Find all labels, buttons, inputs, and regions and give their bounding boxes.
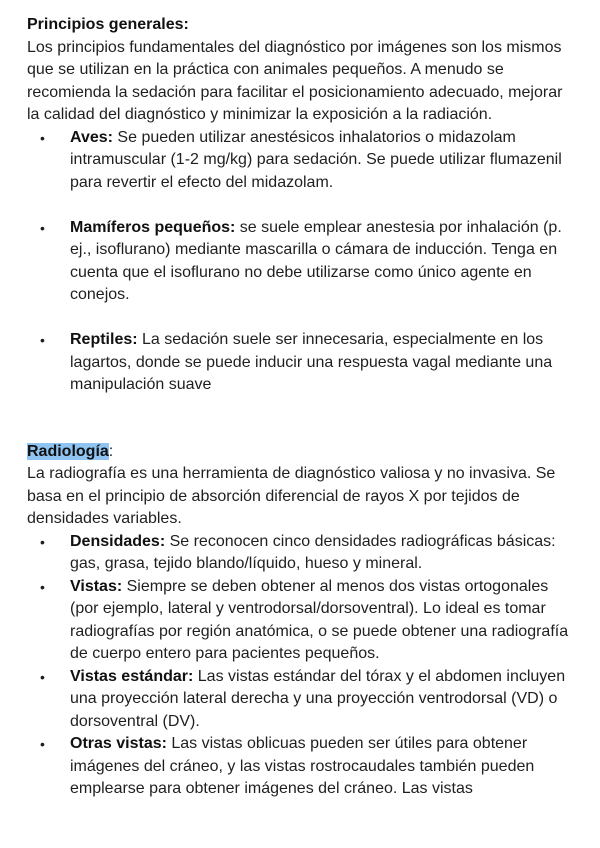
list-item-term: Aves:	[70, 128, 113, 146]
list-item-otras-vistas	[27, 733, 575, 801]
bullet-icon: •	[40, 332, 45, 348]
list-item-term: Vistas estándar:	[70, 667, 194, 685]
bullet-icon: •	[40, 129, 45, 146]
bullet-icon: •	[40, 736, 45, 752]
list-item-text: se suele emplear anestesia por inhalación (p. ej., isoflurano) mediante mascarilla o cámara de inducción. Tenga en cuenta que el isoflurano no debe utilizarse como único agente en conejos.	[70, 218, 562, 303]
bullet-icon: •	[40, 219, 45, 236]
list-item-text: Se reconocen cinco densidades radiográficas básicas: gas, grasa, tejido blando/líquido, hueso y mineral.	[70, 532, 556, 572]
section-intro-principios: Los principios fundamentales del diagnóstico por imágenes son los mismos que se utilizan en la práctica con animales pequeños. A menudo se recomienda la sedación para facilitar el posicionamiento adecuado, mejorar la calidad del diagnóstico y minimizar la exposición a la radiación.	[27, 38, 563, 123]
list-item-text: La sedación suele ser innecesaria, especialmente en los lagartos, donde se puede inducir una respuesta vagal mediante una manipulación suave	[70, 331, 553, 393]
section-spacer	[27, 397, 575, 441]
section-heading-principios: Principios generales:	[27, 16, 189, 33]
list-item-reptiles	[27, 329, 575, 397]
list-item-text: Se pueden utilizar anestésicos inhalatorios o midazolam intramuscular (1-2 mg/kg) para sedación. Se puede utilizar flumazenil para revertir el efecto del midazolam.	[70, 128, 562, 191]
list-item-vistas	[27, 576, 575, 666]
bullet-icon: •	[40, 668, 45, 685]
list-item-term: Densidades:	[70, 532, 166, 550]
highlighted-heading[interactable]: Radiología	[27, 442, 109, 460]
list-item-text: Las vistas estándar del tórax y el abdomen incluyen una proyección lateral derecha y una proyección ventrodorsal (VD) o dorsoventral (DV).	[70, 667, 566, 730]
list-item-term: Mamíferos pequeños:	[70, 218, 236, 236]
list-item-term: Vistas:	[70, 577, 123, 595]
list-item-text: Las vistas oblicuas pueden ser útiles para obtener imágenes del cráneo, y las vistas rostrocaudales también pueden emplearse para obtener imágenes del cráneo. Las vistas	[70, 735, 535, 797]
list-item-aves	[27, 127, 575, 195]
list-item-term: Otras vistas:	[70, 735, 167, 752]
sedation-list	[27, 127, 575, 397]
list-item-vistas-estandar	[27, 666, 575, 734]
list-item-densidades	[27, 531, 575, 576]
list-item-mamiferos	[27, 217, 575, 307]
list-item-term: Reptiles:	[70, 331, 138, 348]
bullet-icon: •	[40, 533, 45, 550]
heading-suffix: :	[108, 442, 114, 460]
list-item-text: Siempre se deben obtener al menos dos vistas ortogonales (por ejemplo, lateral y ventrodorsal/dorsoventral). Lo ideal es tomar radiografías por región anatómica, o se puede obtener una radiografía de cuerpo entero para pacientes pequeños.	[70, 577, 569, 662]
radiology-list	[27, 531, 575, 801]
bullet-icon: •	[40, 578, 45, 595]
section-heading-radiologia	[27, 441, 575, 464]
section-intro-radiologia: La radiografía es una herramienta de diagnóstico valiosa y no invasiva. Se basa en el principio de absorción diferencial de rayos X por tejidos de densidades variables.	[27, 465, 556, 527]
document-page	[27, 14, 575, 801]
